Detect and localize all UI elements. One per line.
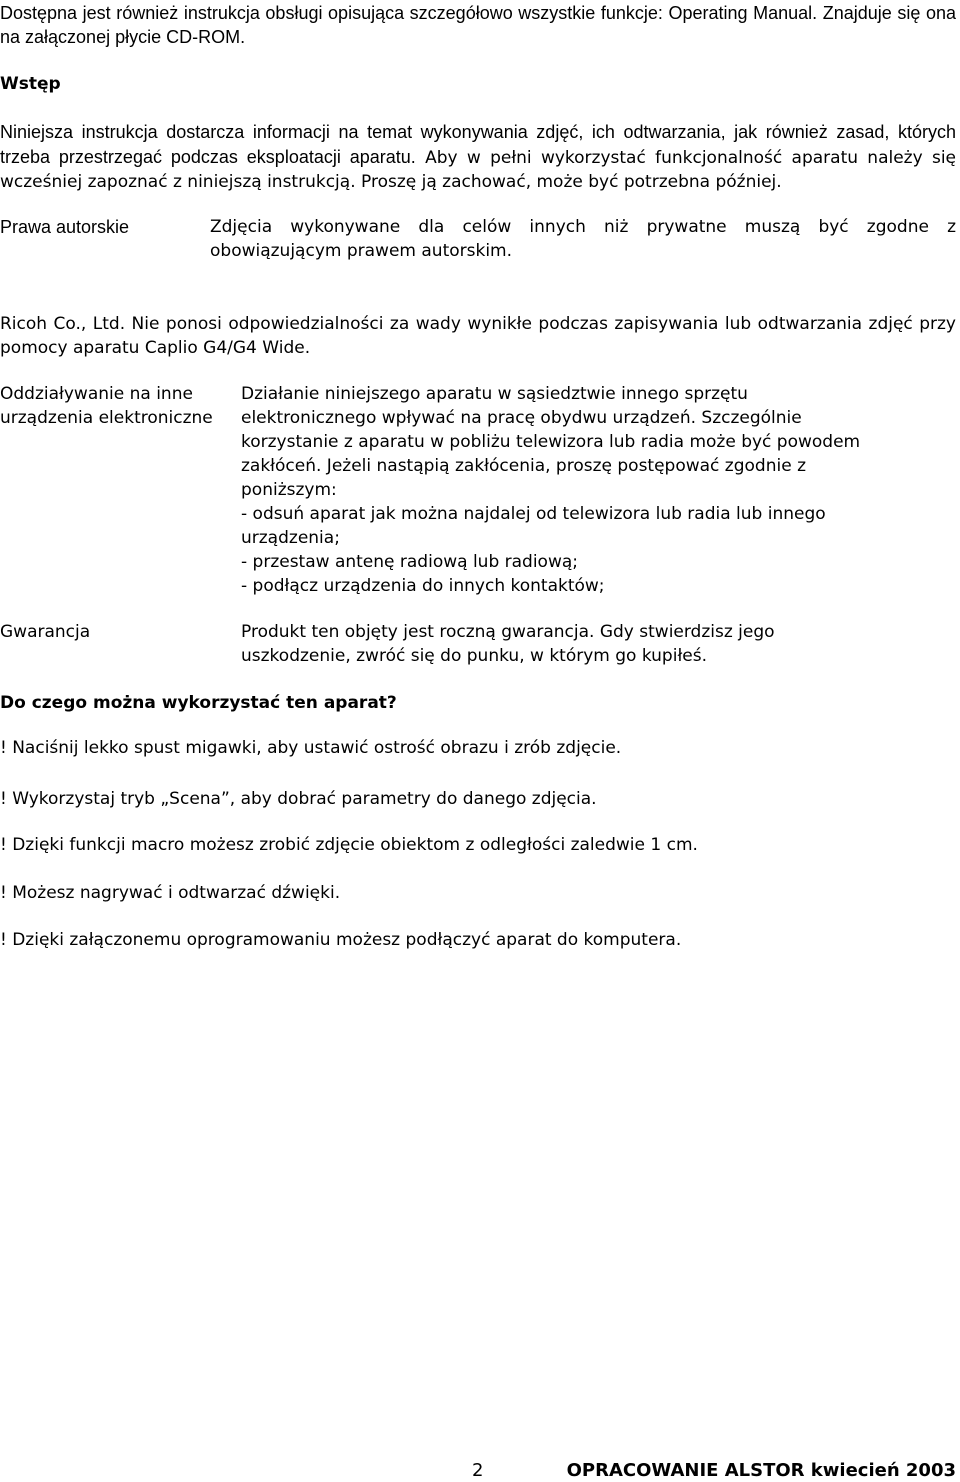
interference-step: - przestaw antenę radiową lub radiową; [241,552,579,572]
interference-label [0,382,213,430]
interference-text: Działanie niniejszego aparatu w sąsiedztwie innego sprzętu elektronicznego wpływać na pracę obydwu urządzeń. Szczególnie korzystanie z aparatu w pobliżu telewizora lub radia może być powodem zakłóceń. Jeżeli nastąpią zakłócenia, proszę postępować zgodnie z poniższym: [241,384,861,500]
interference-text-block [241,382,881,598]
copyright-text: Zdjęcia wykonywane dla celów innych niż prywatne muszą być zgodne z obowiązującym prawem autorskim. [210,217,956,261]
feature-item: ! Naciśnij lekko spust migawki, aby ustawić ostrość obrazu i zrób zdjęcie. [0,738,622,758]
warranty-text: Produkt ten objęty jest roczną gwarancja. Gdy stwierdzisz jego uszkodzenie, zwróć się do punku, w którym go kupiłeś. [241,622,775,666]
page-number: 2 [472,1460,484,1481]
features-heading: Do czego można wykorzystać ten aparat? [0,693,397,713]
liability-paragraph: Ricoh Co., Ltd. Nie ponosi odpowiedzialności za wady wynikłe podczas zapisywania lub odtwarzania zdjęć przy pomocy aparatu Caplio G4/G4 Wide. [0,314,956,358]
footer-credit: OPRACOWANIE ALSTOR kwiecień 2003 [566,1460,956,1481]
feature-item: ! Dzięki funkcji macro możesz zrobić zdjęcie obiektom z odległości zaledwie 1 cm. [0,835,698,855]
intro-section-paragraph-part2: Aby w pełni wykorzystać funkcjonalność aparatu należy się wcześniej zapoznać z niniejszą instrukcją. Proszę ją zachować, może być potrzebna później. [0,148,957,192]
intro-paragraph: Dostępna jest również instrukcja obsługi opisująca szczegółowo wszystkie funkcje: Operating Manual. Znajduje się ona na załączonej płycie CD-ROM. [0,3,956,47]
intro-section-paragraph [0,120,956,194]
interference-step: - odsuń aparat jak można najdalej od telewizora lub radia lub innego urządzenia; [241,504,826,548]
feature-item: ! Możesz nagrywać i odtwarzać dźwięki. [0,883,341,903]
feature-item: ! Dzięki załączonemu oprogramowaniu możesz podłączyć aparat do komputera. [0,930,682,950]
interference-step: - podłącz urządzenia do innych kontaktów; [241,576,605,596]
copyright-label: Prawa autorskie [0,217,130,237]
intro-section-paragraph-part1: Niniejsza instrukcja dostarcza informacji na temat wykonywania zdjęć, ich odtwarzania, jak również zasad, których trzeba przestrzegać podczas eksploatacji aparatu. [0,122,956,167]
section-heading-wstep: Wstęp [0,74,61,94]
feature-item: ! Wykorzystaj tryb „Scena”, aby dobrać parametry do danego zdjęcia. [0,789,597,809]
warranty-label: Gwarancja [0,622,91,642]
interference-label-line1: Oddziaływanie na inne [0,384,193,404]
interference-label-line2: urządzenia elektroniczne [0,408,213,428]
